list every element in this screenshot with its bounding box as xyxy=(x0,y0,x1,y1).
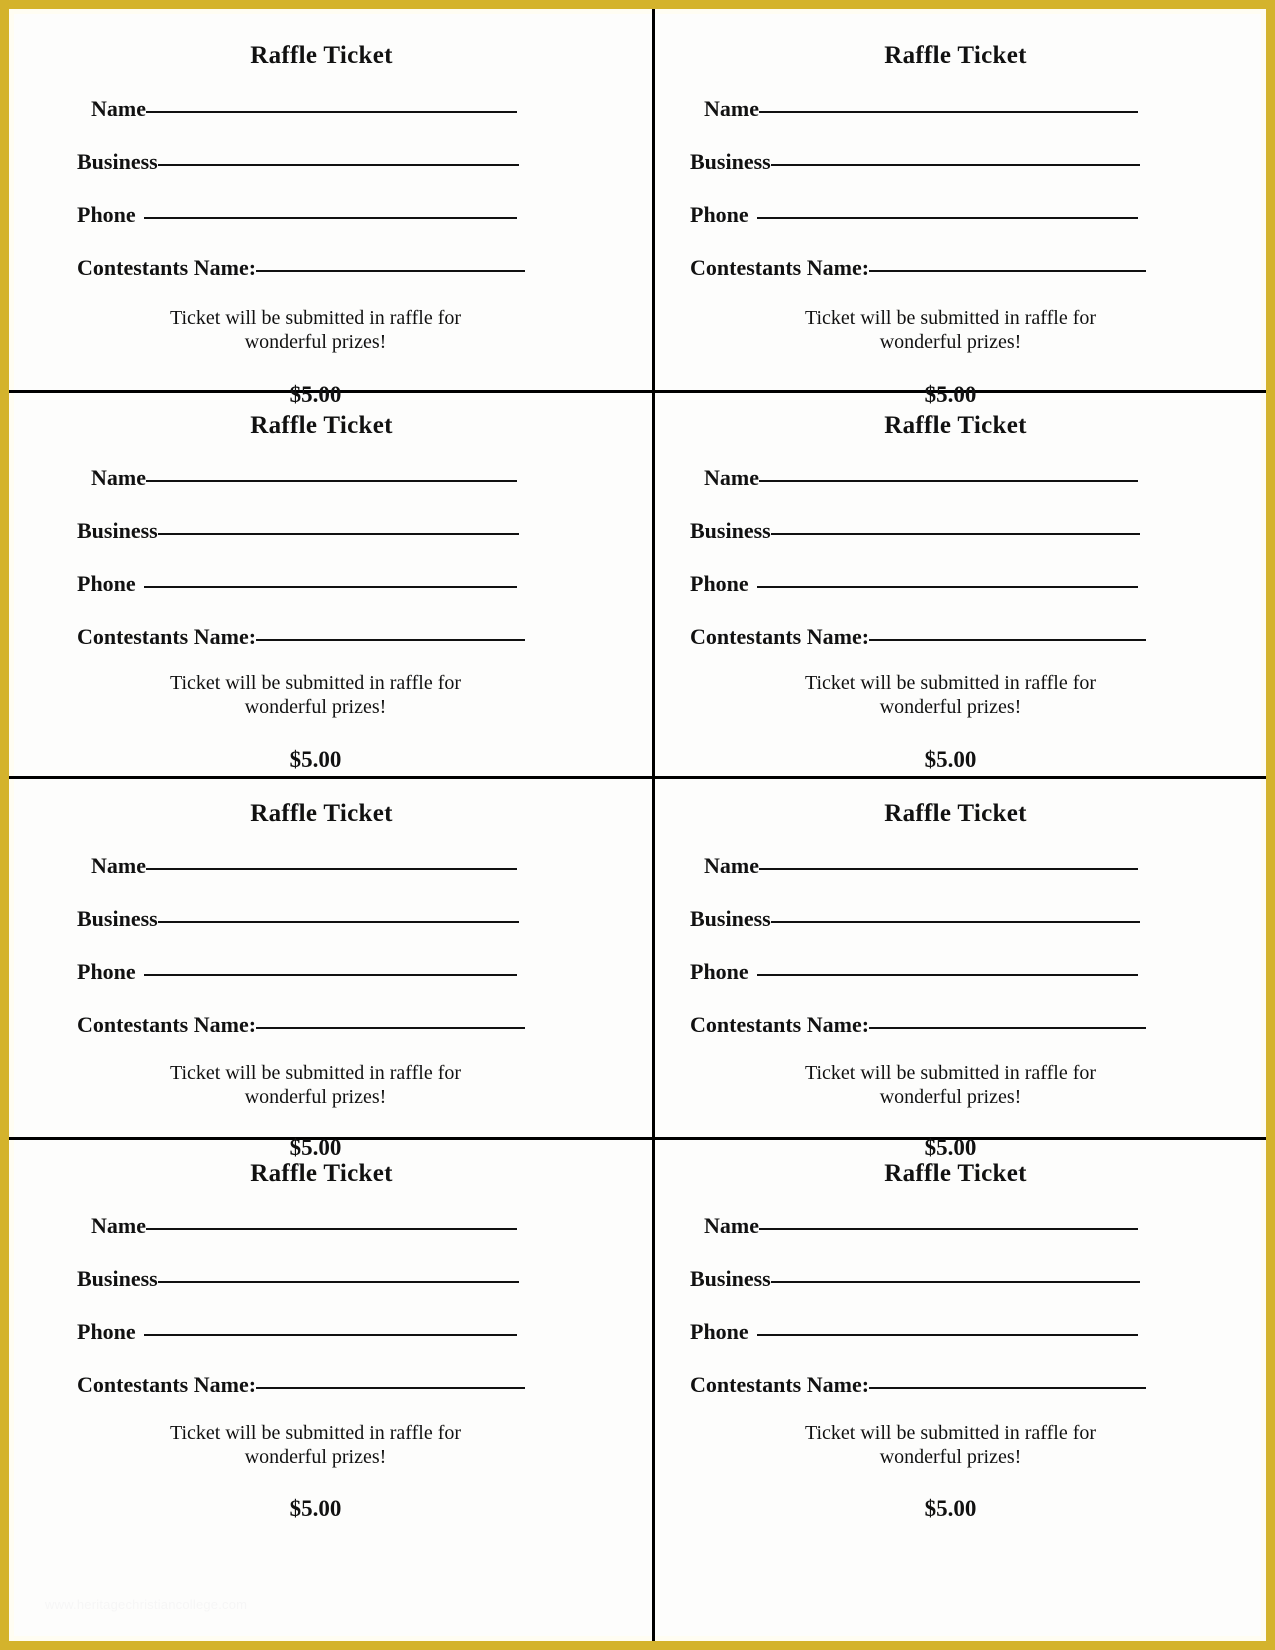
field-label-name: Name xyxy=(704,1213,759,1238)
ticket-fields xyxy=(690,1213,1138,1398)
field-label-business: Business xyxy=(77,518,158,543)
field-label-name: Name xyxy=(704,853,759,878)
write-in-line-name[interactable] xyxy=(146,1228,517,1230)
field-label-name: Name xyxy=(91,853,146,878)
ticket-note xyxy=(9,1062,652,1109)
field-business[interactable] xyxy=(77,1266,517,1292)
field-phone[interactable] xyxy=(77,571,517,597)
ticket-fields xyxy=(690,96,1138,281)
ticket-note-line-2: wonderful prizes! xyxy=(879,1445,1022,1468)
field-label-business: Business xyxy=(690,906,771,931)
ticket-title: Raffle Ticket xyxy=(884,42,1027,69)
field-label-contestants-name: Contestants Name: xyxy=(77,1012,257,1037)
field-label-phone: Phone xyxy=(77,1319,136,1344)
write-in-line-business[interactable] xyxy=(771,1281,1140,1283)
ticket-price: $5.00 xyxy=(289,747,342,773)
raffle-ticket xyxy=(655,1140,1266,1641)
field-name[interactable] xyxy=(690,96,1138,122)
raffle-ticket xyxy=(9,393,655,779)
ticket-note-line-2: wonderful prizes! xyxy=(244,695,387,718)
field-label-business: Business xyxy=(690,1266,771,1291)
field-label-contestants-name: Contestants Name: xyxy=(690,624,870,649)
field-contestants-name[interactable] xyxy=(77,255,517,281)
ticket-fields xyxy=(690,465,1138,650)
field-business[interactable] xyxy=(690,518,1138,544)
field-phone[interactable] xyxy=(690,1319,1138,1345)
write-in-line-business[interactable] xyxy=(158,164,519,166)
field-label-name: Name xyxy=(704,465,759,490)
field-label-name: Name xyxy=(91,96,146,121)
field-contestants-name[interactable] xyxy=(690,255,1138,281)
field-label-contestants-name: Contestants Name: xyxy=(77,624,257,649)
write-in-line-business[interactable] xyxy=(158,921,519,923)
raffle-ticket xyxy=(9,779,655,1161)
ticket-note-line-1: Ticket will be submitted in raffle for xyxy=(804,672,1097,694)
write-in-line-phone[interactable] xyxy=(757,586,1138,588)
ticket-note xyxy=(655,672,1266,719)
raffle-ticket xyxy=(655,9,1266,408)
write-in-line-contestants-name[interactable] xyxy=(869,1387,1146,1389)
ticket-note-line-2: wonderful prizes! xyxy=(244,1085,387,1108)
field-business[interactable] xyxy=(690,149,1138,175)
ticket-note xyxy=(655,1062,1266,1109)
ticket-fields xyxy=(77,465,517,650)
ticket-price: $5.00 xyxy=(289,382,342,408)
field-name[interactable] xyxy=(690,853,1138,879)
write-in-line-phone[interactable] xyxy=(144,1334,517,1336)
field-name[interactable] xyxy=(690,465,1138,491)
ticket-price: $5.00 xyxy=(924,382,977,408)
ticket-note xyxy=(655,1422,1266,1469)
field-contestants-name[interactable] xyxy=(690,624,1138,650)
ticket-note-line-1: Ticket will be submitted in raffle for xyxy=(169,307,462,329)
field-label-phone: Phone xyxy=(690,959,749,984)
write-in-line-name[interactable] xyxy=(759,480,1138,482)
ticket-note-line-1: Ticket will be submitted in raffle for xyxy=(169,1422,462,1444)
field-label-contestants-name: Contestants Name: xyxy=(690,1372,870,1397)
ticket-note xyxy=(655,307,1266,354)
write-in-line-name[interactable] xyxy=(146,111,517,113)
field-name[interactable] xyxy=(77,853,517,879)
field-phone[interactable] xyxy=(690,571,1138,597)
ticket-note-line-1: Ticket will be submitted in raffle for xyxy=(169,672,462,694)
ticket-fields xyxy=(690,853,1138,1038)
field-label-contestants-name: Contestants Name: xyxy=(690,1012,870,1037)
ticket-note xyxy=(9,1422,652,1469)
ticket-title: Raffle Ticket xyxy=(250,412,393,439)
ticket-note-line-1: Ticket will be submitted in raffle for xyxy=(804,1422,1097,1444)
field-name[interactable] xyxy=(77,465,517,491)
write-in-line-contestants-name[interactable] xyxy=(256,270,525,272)
page-watermark: www.heritagechristiancollege.com xyxy=(45,1597,248,1612)
write-in-line-business[interactable] xyxy=(771,921,1140,923)
raffle-ticket xyxy=(9,9,655,408)
write-in-line-name[interactable] xyxy=(146,480,517,482)
ticket-note xyxy=(9,307,652,354)
ticket-price: $5.00 xyxy=(924,1135,977,1161)
ticket-price: $5.00 xyxy=(289,1135,342,1161)
write-in-line-phone[interactable] xyxy=(757,1334,1138,1336)
write-in-line-business[interactable] xyxy=(771,164,1140,166)
field-label-name: Name xyxy=(91,465,146,490)
ticket-title: Raffle Ticket xyxy=(884,1160,1027,1187)
field-phone[interactable] xyxy=(690,202,1138,228)
field-contestants-name[interactable] xyxy=(77,1012,517,1038)
field-phone[interactable] xyxy=(77,959,517,985)
ticket-price: $5.00 xyxy=(924,1496,977,1522)
write-in-line-name[interactable] xyxy=(759,1228,1138,1230)
ticket-price: $5.00 xyxy=(924,747,977,773)
field-label-business: Business xyxy=(690,518,771,543)
field-contestants-name[interactable] xyxy=(77,624,517,650)
write-in-line-phone[interactable] xyxy=(757,974,1138,976)
field-business[interactable] xyxy=(77,149,517,175)
field-label-contestants-name: Contestants Name: xyxy=(77,255,257,280)
write-in-line-business[interactable] xyxy=(771,533,1140,535)
ticket-note-line-1: Ticket will be submitted in raffle for xyxy=(169,1062,462,1084)
field-label-phone: Phone xyxy=(690,1319,749,1344)
field-contestants-name[interactable] xyxy=(690,1372,1138,1398)
write-in-line-contestants-name[interactable] xyxy=(869,639,1146,641)
field-label-phone: Phone xyxy=(77,202,136,227)
ticket-note-line-2: wonderful prizes! xyxy=(244,330,387,353)
ticket-note xyxy=(9,672,652,719)
ticket-title: Raffle Ticket xyxy=(250,1160,393,1187)
write-in-line-phone[interactable] xyxy=(144,586,517,588)
ticket-note-line-2: wonderful prizes! xyxy=(244,1445,387,1468)
field-label-name: Name xyxy=(704,96,759,121)
field-phone[interactable] xyxy=(77,202,517,228)
raffle-ticket xyxy=(9,1140,655,1641)
field-contestants-name[interactable] xyxy=(77,1372,517,1398)
field-name[interactable] xyxy=(77,96,517,122)
ticket-note-line-1: Ticket will be submitted in raffle for xyxy=(804,1062,1097,1084)
field-label-business: Business xyxy=(690,149,771,174)
write-in-line-name[interactable] xyxy=(759,111,1138,113)
write-in-line-contestants-name[interactable] xyxy=(869,1027,1146,1029)
field-name[interactable] xyxy=(77,1213,517,1239)
field-name[interactable] xyxy=(690,1213,1138,1239)
field-label-phone: Phone xyxy=(690,571,749,596)
field-phone[interactable] xyxy=(77,1319,517,1345)
field-business[interactable] xyxy=(77,518,517,544)
field-label-business: Business xyxy=(77,1266,158,1291)
write-in-line-name[interactable] xyxy=(146,868,517,870)
ticket-title: Raffle Ticket xyxy=(884,800,1027,827)
ticket-title: Raffle Ticket xyxy=(250,800,393,827)
raffle-ticket-grid xyxy=(9,9,1266,1641)
field-label-name: Name xyxy=(91,1213,146,1238)
ticket-note-line-1: Ticket will be submitted in raffle for xyxy=(804,307,1097,329)
field-contestants-name[interactable] xyxy=(690,1012,1138,1038)
field-business[interactable] xyxy=(77,906,517,932)
field-label-business: Business xyxy=(77,906,158,931)
field-label-contestants-name: Contestants Name: xyxy=(77,1372,257,1397)
field-business[interactable] xyxy=(690,1266,1138,1292)
field-business[interactable] xyxy=(690,906,1138,932)
write-in-line-phone[interactable] xyxy=(757,217,1138,219)
write-in-line-contestants-name[interactable] xyxy=(256,1027,525,1029)
ticket-title: Raffle Ticket xyxy=(884,412,1027,439)
field-label-business: Business xyxy=(77,149,158,174)
write-in-line-phone[interactable] xyxy=(144,217,517,219)
write-in-line-phone[interactable] xyxy=(144,974,517,976)
field-phone[interactable] xyxy=(690,959,1138,985)
ticket-fields xyxy=(77,96,517,281)
write-in-line-contestants-name[interactable] xyxy=(256,1387,525,1389)
ticket-note-line-2: wonderful prizes! xyxy=(879,695,1022,718)
field-label-phone: Phone xyxy=(690,202,749,227)
field-label-phone: Phone xyxy=(77,959,136,984)
ticket-title: Raffle Ticket xyxy=(250,42,393,69)
field-label-phone: Phone xyxy=(77,571,136,596)
ticket-note-line-2: wonderful prizes! xyxy=(879,1085,1022,1108)
ticket-price: $5.00 xyxy=(289,1496,342,1522)
write-in-line-business[interactable] xyxy=(158,1281,519,1283)
field-label-contestants-name: Contestants Name: xyxy=(690,255,870,280)
raffle-ticket xyxy=(655,779,1266,1161)
write-in-line-business[interactable] xyxy=(158,533,519,535)
ticket-fields xyxy=(77,1213,517,1398)
ticket-note-line-2: wonderful prizes! xyxy=(879,330,1022,353)
write-in-line-contestants-name[interactable] xyxy=(869,270,1146,272)
write-in-line-name[interactable] xyxy=(759,868,1138,870)
raffle-ticket xyxy=(655,393,1266,779)
ticket-fields xyxy=(77,853,517,1038)
write-in-line-contestants-name[interactable] xyxy=(256,639,525,641)
